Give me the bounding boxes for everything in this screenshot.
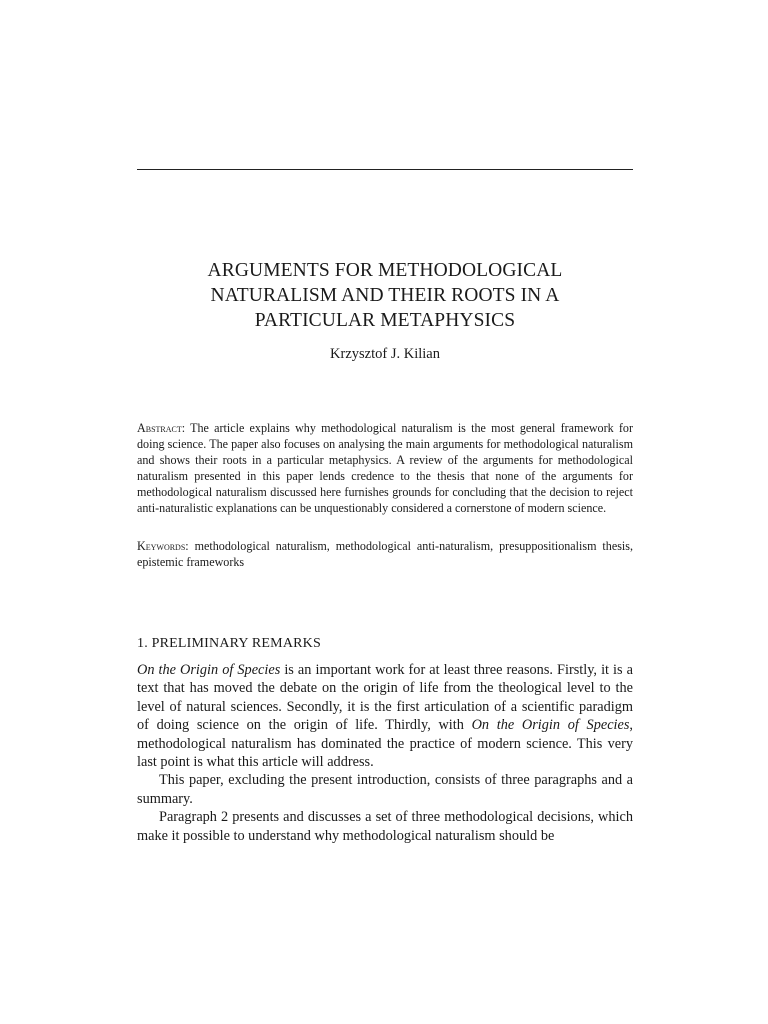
- book-title: On the Origin of Species: [137, 662, 281, 678]
- book-title: On the Origin of Species: [471, 717, 630, 734]
- abstract: [137, 420, 633, 516]
- body-text: [137, 661, 633, 845]
- keywords-label: Keywords: [137, 539, 186, 553]
- paper-title: [137, 258, 633, 333]
- paragraph: [137, 661, 633, 771]
- section-title: PRELIMINARY REMARKS: [151, 636, 321, 651]
- paragraph: This paper, excluding the present introduction, consists of three paragraphs and a summary.: [137, 772, 633, 807]
- abstract-label: Abstract: [137, 421, 182, 435]
- header-rule: [137, 169, 633, 170]
- title-line: PARTICULAR METAPHYSICS: [254, 310, 516, 331]
- title-line: NATURALISM AND THEIR ROOTS IN A: [210, 285, 560, 306]
- keywords: [137, 538, 633, 570]
- paper-page: [137, 0, 633, 1024]
- title-line: ARGUMENTS FOR METHODOLOGICAL: [207, 260, 563, 281]
- abstract-text: : The article explains why methodological naturalism is the most general framework for doing science. The paper also focuses on analysing the main arguments for methodological naturalism and shows their roots in a particular metaphysics. A review of the arguments for methodological naturalism presented in this paper lends credence to the thesis that none of the arguments for methodological naturalism discussed here furnishes grounds for concluding that the decision to reject anti-naturalistic explanations can be unquestionably considered a cornerstone of modern science.: [137, 421, 633, 515]
- paragraph-text: , methodological naturalism has dominated the practice of modern science. This very last point is what this article will address.: [137, 717, 633, 771]
- keywords-text: : methodological naturalism, methodological anti-naturalism, presuppositionalism thesis, epistemic frameworks: [137, 539, 633, 569]
- paragraph-text: is an important work for at least three reasons. Firstly, it is a text that has moved the debate on the origin of life from the theological level to the level of natural sciences. Secondly, it is the first articulation of a scientific paradigm of doing science on the origin of life. Thirdly, with: [137, 662, 633, 734]
- section-number: 1.: [137, 636, 148, 651]
- author-name: Krzysztof J. Kilian: [330, 346, 440, 362]
- section-heading: [137, 636, 321, 652]
- paragraph: Paragraph 2 presents and discusses a set of three methodological decisions, which make it possible to understand why methodological naturalism should be: [137, 809, 633, 844]
